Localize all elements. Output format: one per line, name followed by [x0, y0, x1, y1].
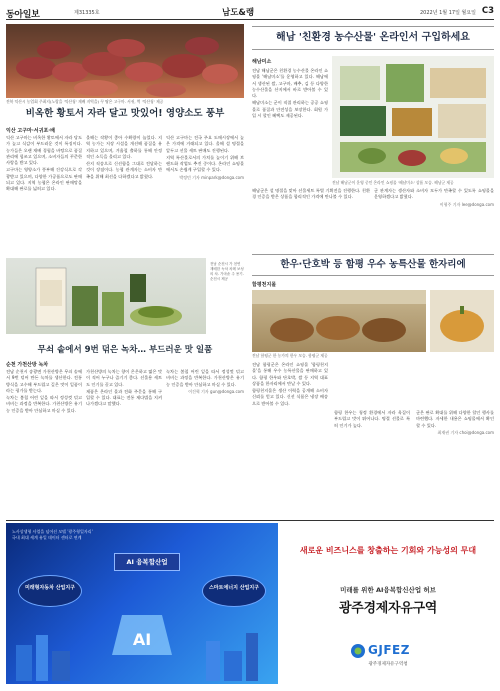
- paragraph: 가천산방의 녹차는 향이 은은하고 떫은 맛이 적어 누구나 즐기기 좋다. 선물용 세트도 인기를 끌고 있다.: [86, 369, 162, 387]
- ad-box-auto: [18, 575, 82, 607]
- sweet-potato-column-3: [166, 135, 244, 247]
- paragraph: 함평천지몰은 생산 이력을 공개해 소비자 신뢰를 얻고 있다. 신선 식품은 냉장 배송으로 받아볼 수 있다.: [252, 388, 328, 406]
- haenam-column-3: [374, 188, 494, 240]
- ad-left-panel: [6, 523, 278, 684]
- newspaper-logo: 동아일보: [6, 10, 40, 20]
- ad-bullets: [12, 529, 162, 541]
- paragraph: 해남미소는 군이 직접 관리하는 공공 쇼핑몰로 품질과 안전성을 보장한다. 회원 가입 시 할인 혜택도 제공된다.: [252, 100, 328, 119]
- ad-logo: GJFEZ: [368, 643, 410, 657]
- byline: 이형주 기자 lee@donga.com: [439, 201, 494, 207]
- sweet-potato-caption: 전북 익산시 농업회 주최지(노랑을 '익산청' 재배 지역을) 꾸 땅은 고구마. 서귀, 썩 '익산청' 제공: [6, 99, 164, 104]
- ad-right-panel: [282, 523, 494, 684]
- paragraph: 전남 순천시 송광면 가천산방은 무쇠 솥에서 9번 덖어 만든 녹차를 생산한다. 전통 방식을 고수해 부드럽고 깊은 맛이 일품이라는 평가를 받는다.: [6, 369, 82, 393]
- paragraph: 군 관계자는 생산자와 소비자 모두가 만족할 수 있도록 쇼핑몰을 운영하겠다고 밝혔다.: [374, 188, 494, 200]
- hampyeong-column-1: [252, 362, 328, 514]
- masthead: [6, 6, 494, 20]
- ad-right-sub: 미래를 위한 AI융복합신산업 허브: [340, 586, 436, 594]
- ad-box-auto-label: 미래형자동차 산업지구: [24, 585, 76, 591]
- issue-number: 제31335호: [74, 10, 100, 16]
- haenam-caption: 전남 해남군이 운영 중인 온라인 쇼핑몰 '해남미소' 상품 모습. 해남군 제공: [332, 180, 454, 185]
- ad-box-energy: [202, 575, 266, 607]
- haenam-products-photo: [332, 56, 494, 178]
- ad-tagline-box: [114, 553, 180, 571]
- ai-city-illustration: [6, 605, 278, 684]
- paragraph: 올해는 작황이 좋아 수확량이 늘었다. 지역 농가는 저장 시설을 개선해 품질을 유지하고 있으며, 겨울철 출하를 통해 안정적인 소득을 올리고 있다.: [86, 135, 162, 159]
- haenam-subhead: 해남미소: [252, 59, 272, 65]
- page-number: C3: [481, 6, 494, 16]
- sweet-potato-subhead: 익산 고구마·서귀포·배: [6, 128, 56, 134]
- green-tea-column-1: [6, 369, 82, 514]
- green-tea-products-illustration: [6, 258, 206, 334]
- paragraph: 익산 고구마는 전국 주요 도매시장에서 높은 가격에 거래되고 있다. 올해 설 명절을 앞두고 선물 세트 판매도 진행된다.: [166, 135, 244, 153]
- green-tea-photo: [6, 258, 206, 334]
- haenam-products-illustration: [332, 56, 494, 178]
- hampyeong-cattle-photo: [252, 290, 426, 352]
- paragraph: 익산 고구마는 비옥한 황토에서 자라 당도가 높고 식감이 부드러운 것이 특징이다. 농가들은 오랜 재배 경험을 바탕으로 품질 관리에 힘쓰고 있으며, 소비자들의 꾸준한 사랑을 받고 있다.: [6, 135, 82, 166]
- paragraph: 녹차는 봄철 어린 잎을 따서 정성껏 덖고 비비는 과정을 반복한다. 가천산방은 유기농 인증을 받아 안심하고 마실 수 있다.: [166, 369, 244, 387]
- advertisement: [6, 520, 494, 685]
- ad-logo-sub: 광주경제자유구역청: [368, 662, 408, 667]
- cattle-illustration: [252, 290, 426, 352]
- hampyeong-subhead: 함평천지몰: [252, 282, 277, 288]
- paragraph: 전남 해남군은 친환경 농수산물 온라인 쇼핑몰 '해남미소'를 운영하고 있다. 해남에서 생산된 쌀, 고구마, 배추, 김 등 다양한 농수산물을 산지에서 바로 받아볼 수 있다.: [252, 68, 328, 99]
- haenam-column-1: [252, 68, 328, 178]
- svg-text:AI: AI: [132, 630, 152, 649]
- green-tea-headline: 무쇠 솥에서 9번 덖은 녹차… 부드러운 맛 일품: [37, 345, 213, 355]
- paragraph: 군은 판로 확대를 위해 다양한 할인 행사를 마련했다. 자세한 내용은 쇼핑몰에서 확인할 수 있다.: [416, 410, 494, 428]
- hampyeong-product-photo: [430, 290, 494, 352]
- hampyeong-caption: 전남 함평군 한 농가의 한우 모습. 함평군 제공: [252, 353, 328, 358]
- ad-right-main: 광주경제자유구역: [338, 601, 438, 616]
- pumpkin-illustration: [430, 290, 494, 352]
- byline: 박정민 기자 minpark@donga.com: [179, 174, 244, 180]
- green-tea-column-3: [166, 369, 244, 514]
- sweet-potato-illustration: [6, 24, 244, 98]
- paragraph: 해남군은 설 명절을 맞아 선물세트 특별 기획전을 진행한다. 친환경 인증을 받은 상품을 합리적인 가격에 만나볼 수 있다.: [252, 188, 370, 200]
- green-tea-subhead: 순천 가천산방 녹차: [6, 362, 49, 368]
- ad-bullet: 국내 최대 세계 유일 데이터 센터로 연계: [12, 535, 82, 540]
- hampyeong-column-2: [334, 410, 410, 514]
- paragraph: 녹차는 봄철 어린 잎을 따서 정성껏 덖고 비비는 과정을 반복한다. 가천산방은 유기농 인증을 받아 안심하고 마실 수 있다.: [6, 395, 82, 413]
- section-title: 남도&랭: [222, 8, 255, 18]
- sweet-potato-headline: 비옥한 황토서 자라 달고 맛있어! 영양소도 풍부: [25, 108, 225, 119]
- byline: 최재권 기자 choi@donga.com: [437, 429, 494, 435]
- byline: 이건혁 기자 gun@donga.com: [188, 388, 244, 394]
- haenam-headline: 해남 '친환경 농수산물' 온라인서 구입하세요: [252, 26, 494, 50]
- paragraph: 제품은 온라인 몰과 전화 주문을 통해 구입할 수 있다. 대표는 전통 제다법을 지켜 나가겠다고 말했다.: [86, 388, 162, 407]
- paragraph: 전남 함평군은 온라인 쇼핑몰 '함평천지몰'을 통해 우수 농특산물을 판매하고 있다. 함평 한우와 단호박, 쌀 등 지역 대표 상품을 한자리에서 만날 수 있다.: [252, 362, 328, 386]
- paragraph: 산지 직송으로 신선함을 그대로 전달하는 것이 장점이다. 농협 관계자는 소비자 만족을 위해 최선을 다하겠다고 밝혔다.: [86, 161, 162, 179]
- sweet-potato-column-2: [86, 135, 162, 247]
- ad-logo-box: [348, 641, 428, 675]
- hampyeong-headline: 한우·단호박 등 함평 우수 농특산물 한자리에: [252, 254, 494, 276]
- paragraph: 고구마는 영양소가 풍부해 건강식으로 각광받고 있으며, 다양한 가공품으로도 판매되고 있다. 지역 농협은 온라인 판매망을 확대해 판로를 넓히고 있다.: [6, 167, 82, 192]
- sweet-potato-column-1: [6, 135, 82, 247]
- ad-right-top: 새로운 비즈니스를 창출하는 기회와 가능성의 무대: [299, 546, 477, 555]
- gjfez-logo-mark-icon: [350, 643, 366, 659]
- green-tea-caption: 전남 순천시 가 천연 재배한 녹차 차례 보성의 차. 가마솥 주 용기. 순천시 제공: [210, 262, 244, 281]
- paragraph: 지역 특산물로서의 가치를 높이기 위해 브랜드화 작업도 추진 중이다. 온라인 쇼핑몰에서도 손쉽게 구입할 수 있다.: [166, 154, 244, 173]
- ad-tagline: AI 융복합산업: [126, 558, 168, 566]
- ad-box-energy-label: 스마트에너지 산업지구: [208, 585, 260, 591]
- haenam-column-2: [252, 188, 370, 240]
- publish-date: 2022년 1월 17일 월요일: [419, 10, 476, 16]
- paragraph: 함평 한우는 청정 환경에서 자라 육질이 부드럽고 맛이 뛰어나다. 명절 선물로 특히 인기가 높다.: [334, 410, 410, 428]
- sweet-potato-photo: [6, 24, 244, 98]
- green-tea-column-2: [86, 369, 162, 514]
- ad-bullet: 노사상생형 사업을 넘어선 모델 '광주형일자리': [12, 529, 93, 534]
- hampyeong-column-3: [416, 410, 494, 514]
